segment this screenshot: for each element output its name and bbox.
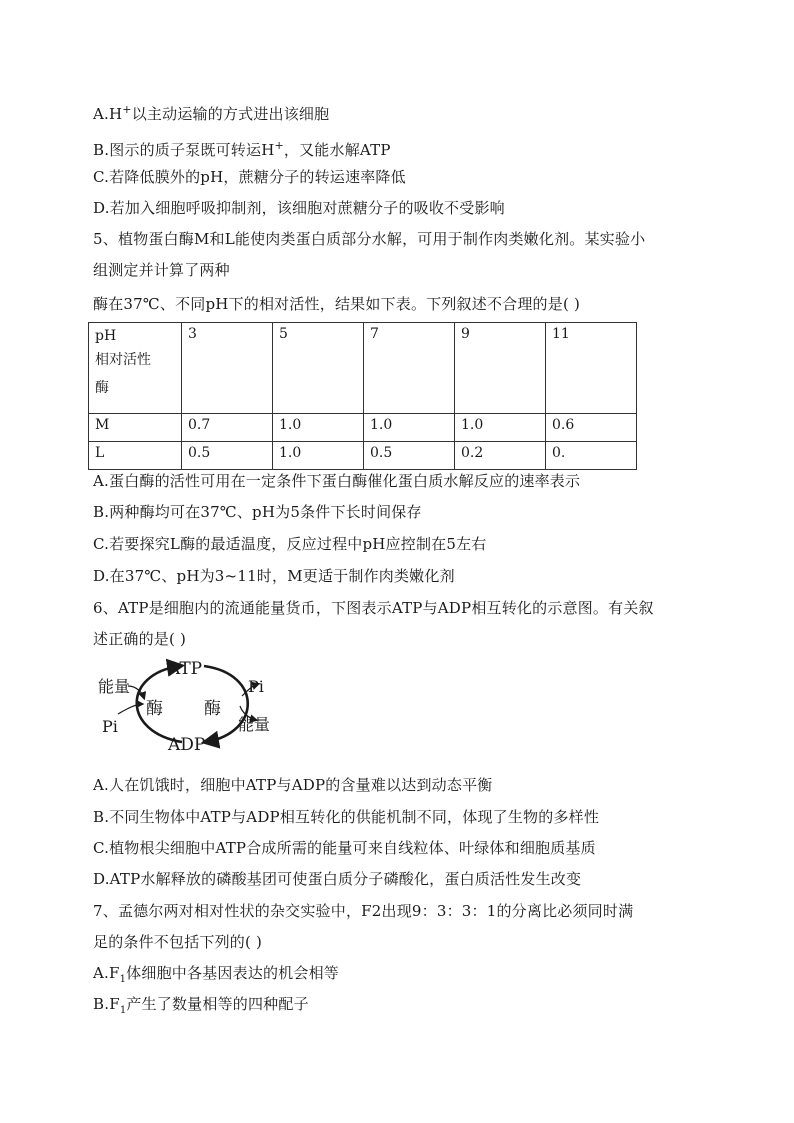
option-text: B.F: [93, 995, 120, 1013]
table-header-row: [89, 323, 637, 414]
value-cell: 0.2: [455, 442, 546, 470]
q6-option-d: D.ATP水解释放的磷酸基团可使蛋白质分子磷酸化，蛋白质活性发生改变: [93, 870, 582, 888]
header-label: pH: [95, 328, 117, 344]
q6-option-a: A.人在饥饿时，细胞中ATP与ADP的含量难以达到动态平衡: [93, 776, 493, 794]
energy-label: 能量: [98, 677, 131, 696]
atp-label: ATP: [168, 659, 203, 679]
energy-label: 能量: [238, 715, 271, 734]
subscript: 1: [119, 1005, 127, 1016]
q5-stem: 酶在37℃、不同pH下的相对活性，结果如下表。下列叙述不合理的是( ): [93, 295, 581, 313]
ph-cell: 9: [455, 323, 546, 414]
option-text: 体细胞中各基因表达的机会相等: [126, 964, 339, 982]
enzyme-label: 酶: [204, 699, 221, 719]
q6-option-c: C.植物根尖细胞中ATP合成所需的能量可来自线粒体、叶绿体和细胞质基质: [93, 839, 596, 857]
ph-cell: 3: [182, 323, 273, 414]
superscript: +: [274, 139, 284, 152]
header-label: 酶: [95, 380, 109, 396]
option-text: A.F: [93, 964, 120, 982]
option-text: 产生了数量相等的四种配子: [126, 995, 309, 1013]
q5-option-c: C.若要探究L酶的最适温度，反应过程中pH应控制在5左右: [93, 535, 487, 553]
ph-cell: 5: [273, 323, 364, 414]
enzyme-cell: L: [89, 442, 182, 470]
enzyme-activity-table: [88, 322, 637, 470]
q7-stem: 7、孟德尔两对相对性状的杂交实验中，F2出现9：3：3：1的分离比必须同时满: [93, 902, 634, 920]
option-text: ，又能水解ATP: [283, 141, 391, 159]
q7-stem: 足的条件不包括下列的( ): [93, 933, 263, 951]
q6-option-b: B.不同生物体中ATP与ADP相互转化的供能机制不同，体现了生物的多样性: [93, 808, 600, 826]
ph-cell: 11: [546, 323, 637, 414]
option-text: A.H: [93, 105, 123, 123]
adp-label: ADP: [168, 735, 206, 752]
option-text: 以主动运输的方式进出该细胞: [131, 105, 330, 123]
value-cell: 0.6: [546, 414, 637, 442]
q5-option-d: D.在37℃、pH为3~11时，M更适于制作肉类嫩化剂: [93, 567, 455, 585]
value-cell: 1.0: [273, 442, 364, 470]
ph-cell: 7: [364, 323, 455, 414]
value-cell: 0.5: [364, 442, 455, 470]
enzyme-label: 酶: [146, 699, 163, 719]
table-row: [89, 414, 637, 442]
superscript: +: [122, 103, 132, 116]
q7-option-b: [93, 993, 309, 1022]
subscript: 1: [119, 974, 127, 985]
enzyme-cell: M: [89, 414, 182, 442]
q4-option-c: C.若降低膜外的pH，蔗糖分子的转运速率降低: [93, 168, 406, 186]
q5-stem: 组测定并计算了两种: [93, 261, 230, 279]
table-row: [89, 442, 637, 470]
value-cell: 1.0: [455, 414, 546, 442]
pi-label: Pi: [248, 677, 264, 696]
header-label: 相对活性: [95, 352, 151, 368]
q6-stem: 述正确的是( ): [93, 630, 187, 648]
q5-option-b: B.两种酶均可在37℃、pH为5条件下长时间保存: [93, 503, 422, 521]
header-label-cell: [89, 323, 182, 414]
atp-adp-cycle-diagram: [92, 652, 292, 752]
pi-label: Pi: [102, 717, 118, 736]
value-cell: 0.5: [182, 442, 273, 470]
option-text: B.图示的质子泵既可转运H: [93, 141, 275, 159]
q5-option-a: A.蛋白酶的活性可用在一定条件下蛋白酶催化蛋白质水解反应的速率表示: [93, 472, 581, 490]
value-cell: 1.0: [273, 414, 364, 442]
q4-option-a: [93, 99, 329, 125]
value-cell: 0.7: [182, 414, 273, 442]
q7-option-a: [93, 962, 339, 991]
q6-stem: 6、ATP是细胞内的流通能量货币，下图表示ATP与ADP相互转化的示意图。有关叙: [93, 599, 654, 617]
value-cell: 0.: [546, 442, 637, 470]
q4-option-d: D.若加入细胞呼吸抑制剂，该细胞对蔗糖分子的吸收不受影响: [93, 199, 505, 217]
q5-stem: 5、植物蛋白酶M和L能使肉类蛋白质部分水解，可用于制作肉类嫩化剂。某实验小: [93, 230, 646, 248]
value-cell: 1.0: [364, 414, 455, 442]
q4-option-b: [93, 135, 391, 161]
